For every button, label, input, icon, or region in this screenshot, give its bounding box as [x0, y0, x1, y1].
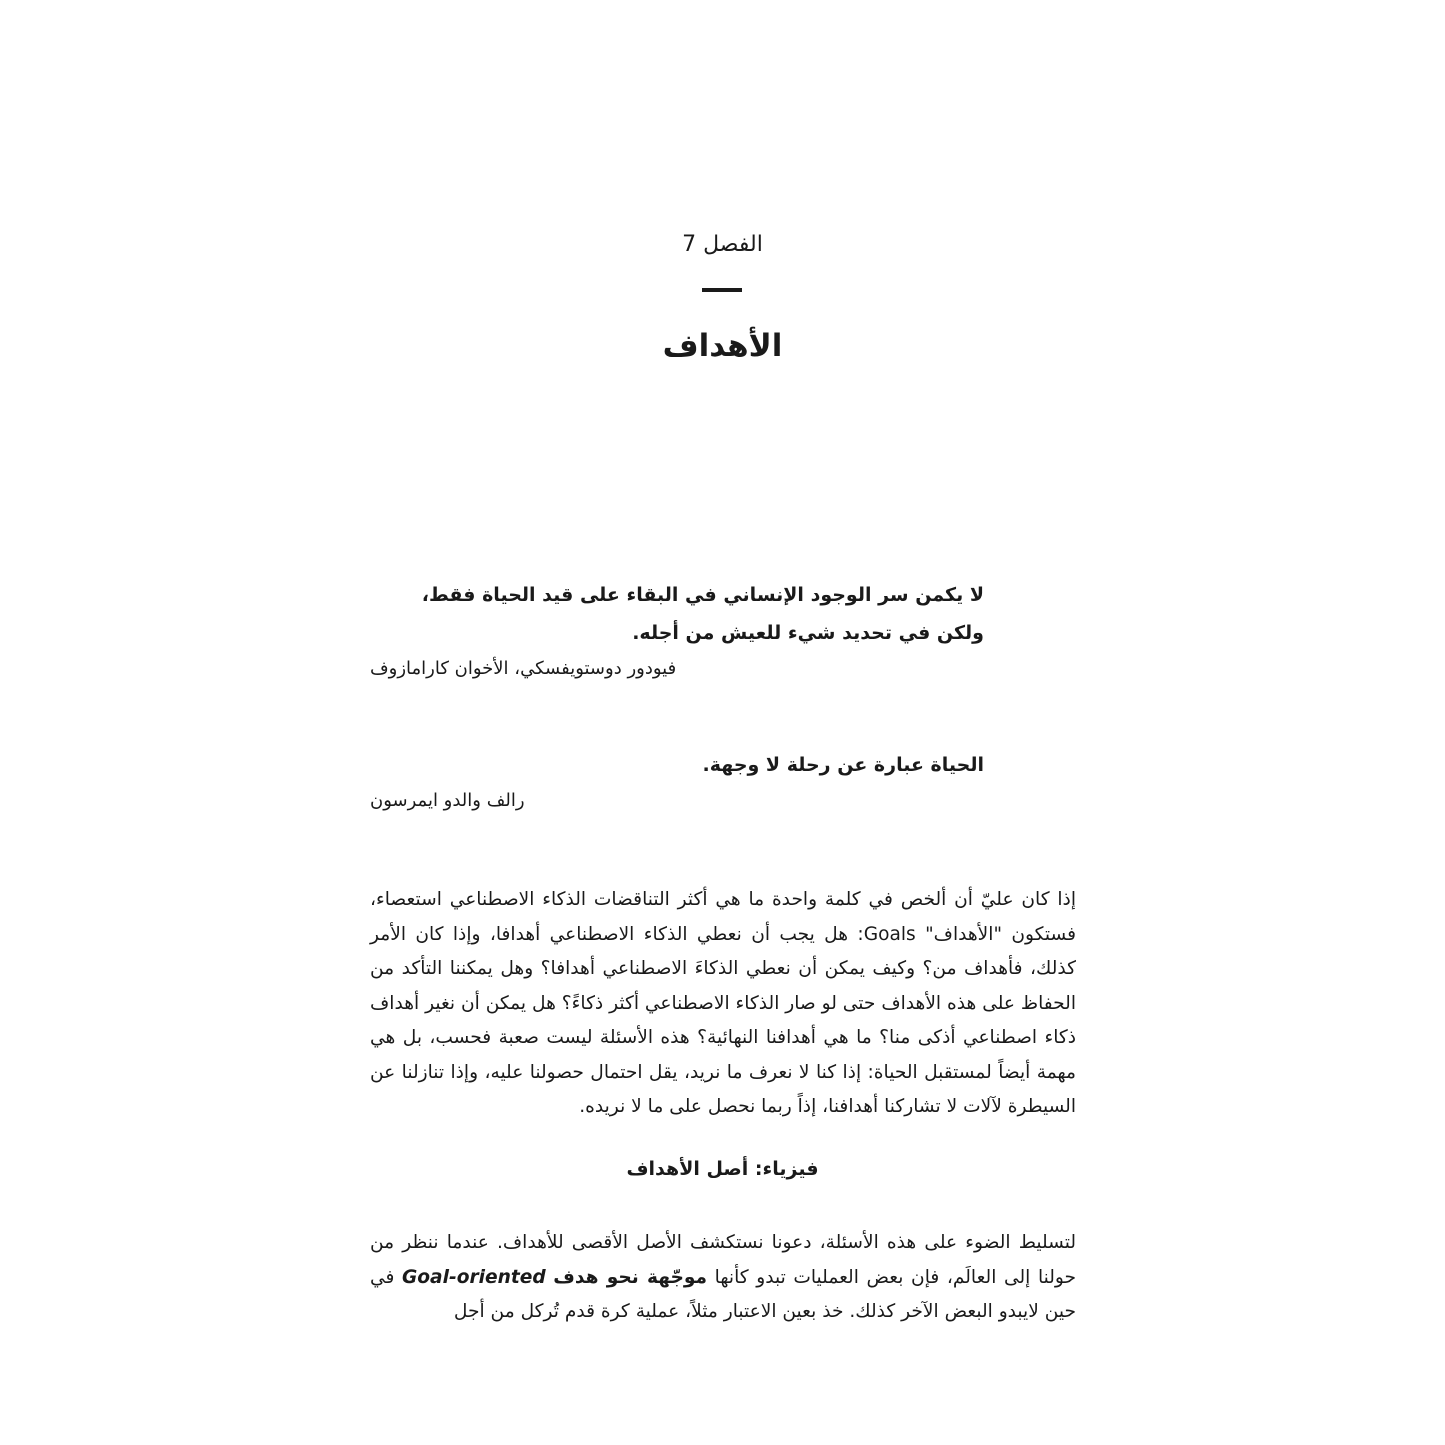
epigraph [370, 576, 984, 686]
chapter-title: الأهداف [662, 328, 783, 364]
paragraph-text: لتسليط الضوء على هذه الأسئلة، دعونا نستكشف الأصل الأقصى للأهداف. عندما ننظر من حولنا إلى العالَم، فإن بعض العمليات تبدو كأنها [370, 1232, 1076, 1288]
epigraph-quote: لا يكمن سر الوجود الإنساني في البقاء على قيد الحياة فقط، ولكن في تحديد شيء للعيش من أجله. [421, 584, 984, 644]
chapter-divider [702, 288, 742, 292]
emphasized-term: موجّهة نحو هدف [553, 1266, 708, 1288]
chapter-label: الفصل 7 [682, 232, 763, 257]
epigraph-author: رالف والدو ايمرسون [370, 790, 525, 811]
epigraph [370, 746, 984, 818]
section-heading: فيزياء: أصل الأهداف [626, 1158, 819, 1180]
english-term: Goal-oriented [402, 1266, 546, 1288]
paragraph-text: في حين لايبدو البعض الآخر كذلك. خذ بعين الاعتبار مثلاً، عملية كرة قدم تُركل من أجل [370, 1266, 1076, 1322]
body-paragraph: إذا كان عليّ أن ألخص في كلمة واحدة ما هي أكثر التناقضات الذكاء الاصطناعي استعصاء، فستكون "الأهداف" Goals: هل يجب أن نعطي الذكاء الاصطناعي أهدافا، وإذا كان الأمر كذلك، فأهداف من؟ وكيف يمكن أن نعطي الذكاءَ الاصطناعي أهدافا؟ وهل يمكننا التأكد من الحفاظ على هذه الأهداف حتى لو صار الذكاء الاصطناعي أكثر ذكاءً؟ هل يمكن أن نغير أهداف ذكاء اصطناعي أذكى منا؟ ما هي أهدافنا النهائية؟ هذه الأسئلة ليست صعبة فحسب، بل هي مهمة أيضاً لمستقبل الحياة: إذا كنا لا نعرف ما نريد، يقل احتمال حصولنا عليه، وإذا تنازلنا عن السيطرة لآلات لا تشاركنا أهدافنا، إذاً ربما نحصل على ما لا نريده. [370, 889, 1076, 1117]
body-paragraph [370, 1226, 1076, 1330]
epigraph-author: فيودور دوستويفسكي، الأخوان كارامازوف [370, 658, 677, 679]
epigraph-quote: الحياة عبارة عن رحلة لا وجهة. [702, 754, 984, 776]
